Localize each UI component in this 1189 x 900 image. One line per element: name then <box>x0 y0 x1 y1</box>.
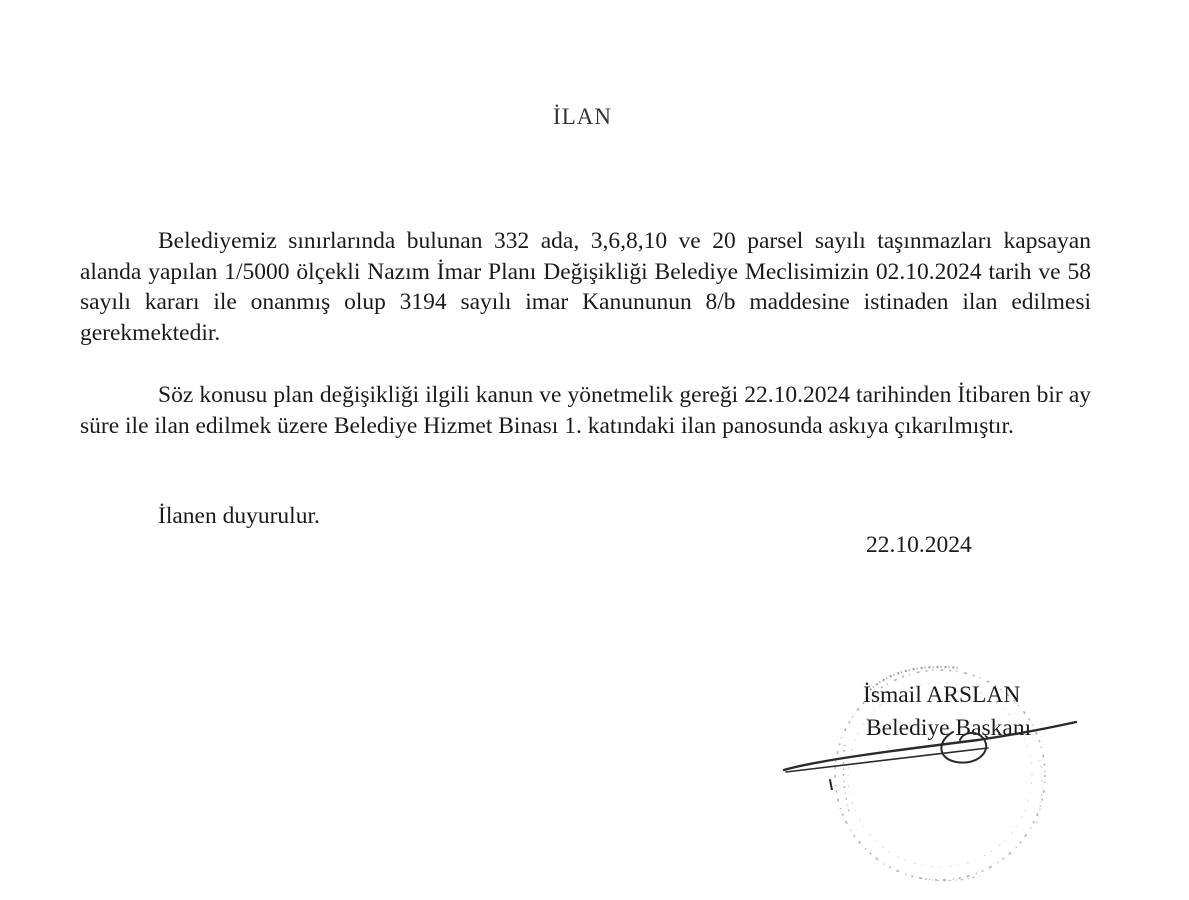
handwritten-signature-icon <box>778 710 1078 790</box>
announcement-paragraph-1: Belediyemiz sınırlarında bulunan 332 ada, 3,6,8,10 ve 20 parsel sayılı taşınmazları kapsayan alanda yapılan 1/5000 ölçekli Nazım İmar Planı Değişikliği Belediye Meclisimizin 02.10.2024 tarih ve 58 sayılı kararı ile onanmış olup 3194 sayılı imar Kanununun 8/b maddesine istinaden ilan edilmesi gerekmektedir. <box>80 228 1091 346</box>
closing-statement: İlanen duyurulur. <box>158 503 320 529</box>
document-title: İLAN <box>553 104 612 129</box>
announcement-paragraph-2: Söz konusu plan değişikliği ilgili kanun ve yönetmelik gereği 22.10.2024 tarihinden İtibaren bir ay süre ile ilan edilmek üzere Belediye Hizmet Binası 1. katındaki ilan panosunda askıya çıkarılmıştır. <box>80 382 1091 439</box>
document-date: 22.10.2024 <box>866 532 972 558</box>
signatory-title: Belediye Başkanı <box>866 715 1032 741</box>
signatory-name: İsmail ARSLAN <box>863 682 1021 708</box>
